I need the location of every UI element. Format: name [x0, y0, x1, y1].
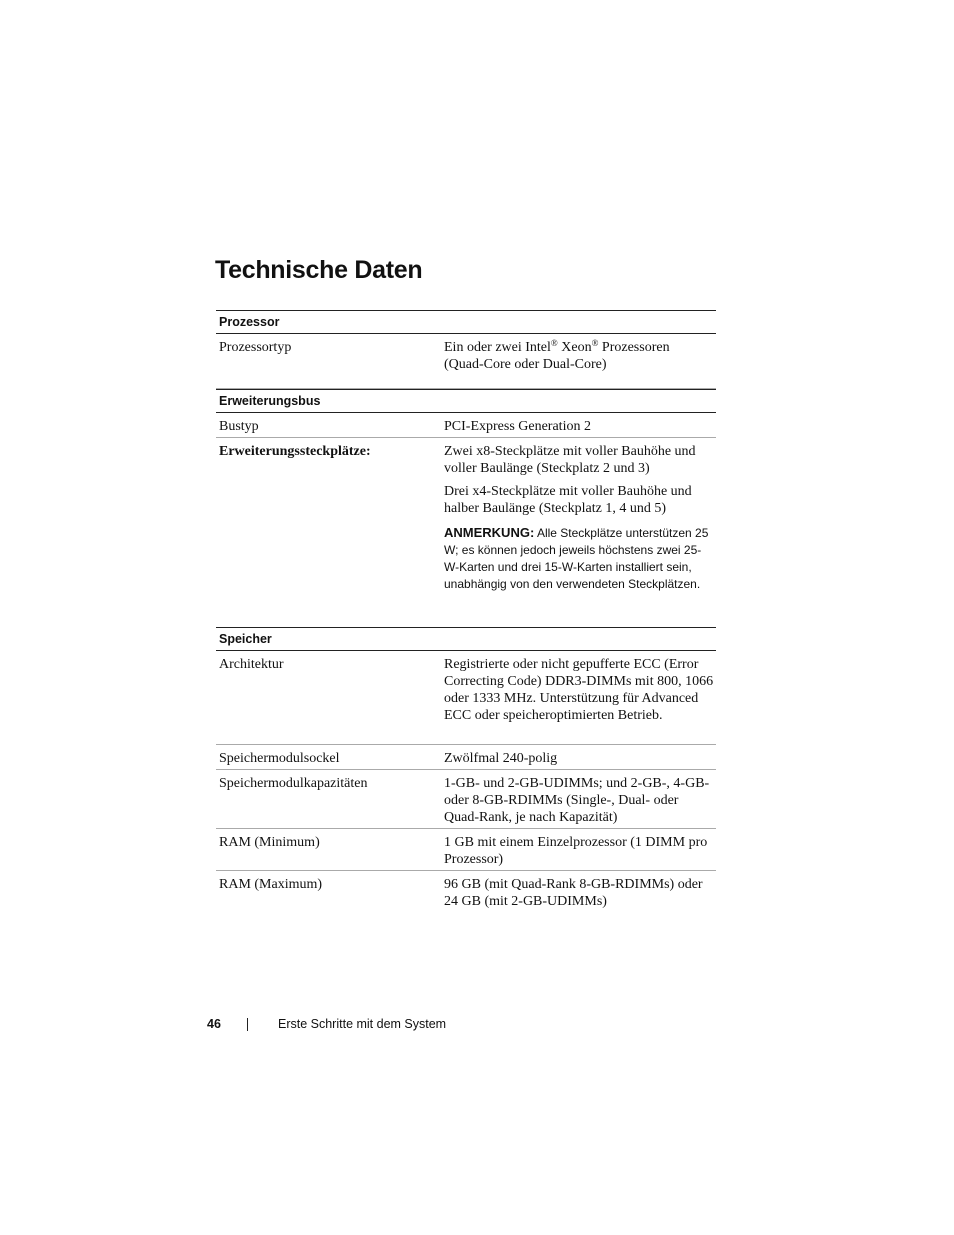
row-value: Ein oder zwei Intel® Xeon® Prozessoren (Quad-Core oder Dual-Core) [444, 338, 670, 372]
table-row-ram-maximum [216, 871, 716, 913]
row-value: 96 GB (mit Quad-Rank 8-GB-RDIMMs) oder 24 GB (mit 2-GB-UDIMMs) [444, 877, 703, 909]
row-value: PCI-Express Generation 2 [444, 419, 591, 434]
table-row-bustyp [216, 413, 716, 438]
section-heading-erweiterungsbus: Erweiterungsbus [216, 389, 716, 413]
value-paragraph: Zwei x8-Steckplätze mit voller Bauhöhe und voller Baulänge (Steckplatz 2 und 3) [444, 444, 696, 476]
row-label: Prozessortyp [219, 340, 292, 355]
row-label: RAM (Minimum) [219, 835, 320, 850]
row-label: Speichermodulkapazitäten [219, 776, 368, 791]
row-value: Registrierte oder nicht gepufferte ECC (Error Correcting Code) DDR3-DIMMs mit 800, 1066 oder 1333 MHz. Unterstützung für Advanced ECC oder speicheroptimierten Betrieb. [444, 657, 714, 723]
row-value [444, 438, 716, 627]
row-value: 1 GB mit einem Einzelprozessor (1 DIMM pro Prozessor) [444, 835, 708, 867]
section-heading-prozessor: Prozessor [216, 310, 716, 334]
row-label: Architektur [219, 657, 284, 672]
row-label: Speichermodulsockel [219, 751, 340, 766]
footer-separator [247, 1018, 248, 1031]
note-label: ANMERKUNG: [444, 525, 535, 540]
row-label: Bustyp [219, 419, 259, 434]
row-label: Erweiterungssteckplätze: [219, 444, 371, 459]
row-value: Zwölfmal 240-polig [444, 751, 558, 766]
table-row-speichermodulkapazitaeten [216, 770, 716, 829]
page-number: 46 [207, 1017, 221, 1031]
value-paragraph: Drei x4-Steckplätze mit voller Bauhöhe und halber Baulänge (Steckplatz 1, 4 und 5) [444, 484, 692, 516]
note [444, 524, 714, 593]
table-row-ram-minimum [216, 829, 716, 871]
section-heading-speicher: Speicher [216, 627, 716, 651]
chapter-title: Erste Schritte mit dem System [278, 1017, 447, 1031]
note-text: Alle Steckplätze unterstützen 25 W; es können jedoch jeweils höchstens zwei 25-W-Karten und drei 15-W-Karten installiert sein, unabhängig von den verwendeten Steckplätzen. [444, 526, 709, 591]
row-label: RAM (Maximum) [219, 877, 323, 892]
table-row-speichermodulsockel [216, 745, 716, 770]
table-row-erweiterungssteckplaetze [216, 438, 716, 627]
table-row-prozessortyp [216, 334, 716, 389]
row-value: 1-GB- und 2-GB-UDIMMs; und 2-GB-, 4-GB- oder 8-GB-RDIMMs (Single-, Dual- oder Quad-Rank, je nach Kapazität) [444, 776, 710, 825]
table-row-architektur [216, 651, 716, 745]
spec-table [216, 310, 716, 913]
page-title: Technische Daten [215, 256, 423, 284]
